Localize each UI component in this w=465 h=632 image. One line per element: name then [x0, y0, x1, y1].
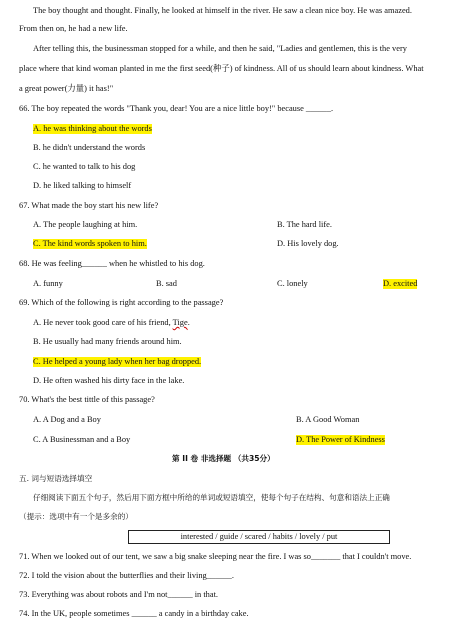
- q69-name-tige: Tige: [172, 318, 188, 327]
- passage-line: The boy thought and thought. Finally, he looked at himself in the river. He saw a clean nice boy. He was amazed.: [33, 6, 412, 15]
- q70-option-d: D. The Power of Kindness: [296, 435, 385, 444]
- q67-option-c: C. The kind words spoken to him.: [33, 239, 147, 248]
- q67-option-d: D. His lovely dog.: [277, 239, 339, 248]
- q69-option-b: B. He usually had many friends around him.: [33, 337, 182, 346]
- q70-option-b: B. A Good Woman: [296, 415, 360, 424]
- word-box: interested / guide / scared / habits / lovely / put: [128, 530, 390, 544]
- question-71: 71. When we looked out of our tent, we saw a big snake sleeping near the fire. I was so_______ that I couldn't move.: [19, 552, 412, 561]
- question-68-stem: 68. He was feeling______ when he whistled to his dog.: [19, 259, 205, 268]
- q68-option-d: D. excited: [383, 279, 418, 288]
- q66-option-d: D. he liked talking to himself: [33, 181, 132, 190]
- question-72: 72. I told the vision about the butterflies and their living______.: [19, 571, 234, 580]
- part-five-title: 五. 词与短语选择填空: [19, 474, 93, 483]
- q70-option-a: A. A Dog and a Boy: [33, 415, 101, 424]
- question-66-stem: 66. The boy repeated the words "Thank you, dear! You are a nice little boy!" because ______.: [19, 104, 334, 113]
- part-five-instructions: 仔细阅读下面五个句子，然后用下面方框中所给的单词或短语填空，使每个句子在结构、句意和语法上正确: [33, 493, 390, 502]
- passage-line: From then on, he had a new life.: [19, 24, 128, 33]
- q68-option-b: B. sad: [156, 279, 177, 288]
- q69-option-a-text: A. He never took good care of his friend,: [33, 318, 173, 327]
- q67-option-b: B. The hard life.: [277, 220, 332, 229]
- question-74: 74. In the UK, people sometimes ______ a candy in a birthday cake.: [19, 609, 249, 618]
- question-70-stem: 70. What's the best tittle of this passage?: [19, 395, 155, 404]
- question-67-stem: 67. What made the boy start his new life?: [19, 201, 159, 210]
- q68-option-a: A. funny: [33, 279, 63, 288]
- q66-option-c: C. he wanted to talk to his dog: [33, 162, 136, 171]
- q70-option-c: C. A Businessman and a Boy: [33, 435, 131, 444]
- q67-option-a: A. The people laughing at him.: [33, 220, 138, 229]
- passage-line: a great power(力量) it has!": [19, 84, 114, 93]
- passage-line: place where that kind woman planted in me the first seed(种子) of kindness. All of us should learn about kindness. What: [19, 64, 424, 73]
- question-73: 73. Everything was about robots and I'm not______ in that.: [19, 590, 218, 599]
- part-five-tip: （提示：选项中有一个是多余的）: [19, 512, 133, 521]
- q69-option-a: [33, 318, 190, 328]
- q66-option-b: B. he didn't understand the words: [33, 143, 146, 152]
- q69-option-d: D. He often washed his dirty face in the lake.: [33, 376, 185, 385]
- q66-option-a: A. he was thinking about the words: [33, 124, 152, 133]
- q69-option-c: C. He helped a young lady when her bag dropped.: [33, 357, 202, 366]
- q69-option-a-end: .: [187, 318, 190, 327]
- q68-option-c: C. lonely: [277, 279, 308, 288]
- passage-line: After telling this, the businessman stopped for a while, and then he said, "Ladies and gentlemen, this is the very: [33, 44, 407, 53]
- section-heading: 第 II 卷 非选择题 （共35分）: [172, 454, 275, 463]
- question-69-stem: 69. Which of the following is right according to the passage?: [19, 298, 224, 307]
